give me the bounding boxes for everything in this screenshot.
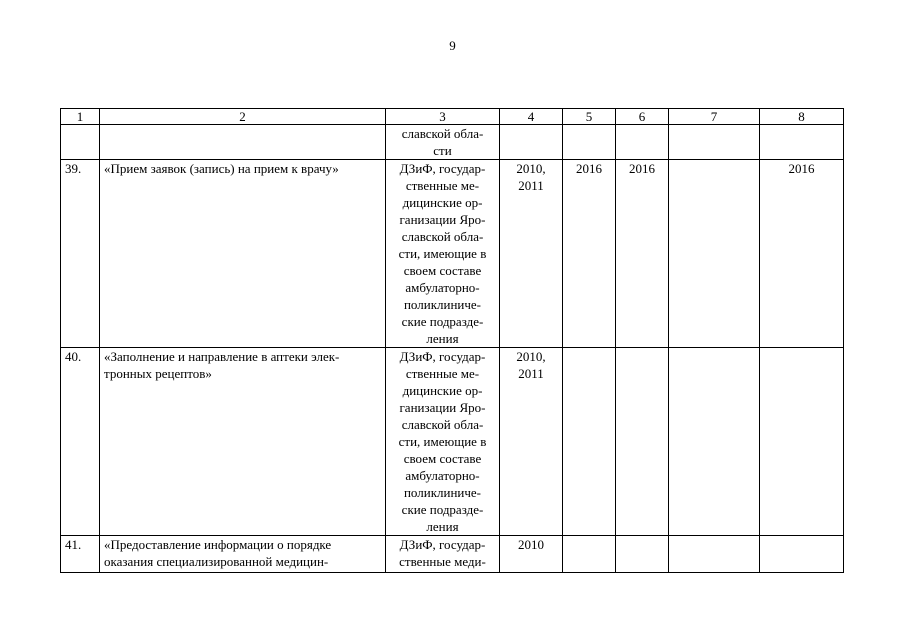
table-row	[61, 160, 844, 348]
years-cell-line: 2011	[518, 366, 544, 381]
column-7-cell	[669, 536, 760, 573]
responsible-org-cell-line: ганизации Яро-	[399, 212, 486, 227]
responsible-org-cell	[386, 536, 500, 573]
row-number-cell: 40.	[61, 348, 100, 536]
service-name-cell-line: оказания специализированной медицин-	[104, 554, 329, 569]
responsible-org-cell	[386, 348, 500, 536]
column-6-cell: 2016	[616, 160, 669, 348]
responsible-org-cell-line: ские подразде-	[401, 314, 484, 329]
responsible-org-cell-line: своем составе	[403, 263, 482, 278]
responsible-org-cell-line: славской обла-	[401, 229, 484, 244]
column-8-cell	[760, 125, 844, 160]
column-6-cell	[616, 536, 669, 573]
header-cell-1: 1	[61, 109, 100, 125]
column-5-cell	[563, 348, 616, 536]
responsible-org-cell-line: ДЗиФ, государ-	[399, 349, 486, 364]
table-row	[61, 125, 844, 160]
responsible-org-cell-line: дицинские ор-	[402, 383, 483, 398]
column-8-cell	[760, 348, 844, 536]
responsible-org-cell-line: ДЗиФ, государ-	[399, 161, 486, 176]
responsible-org-cell-line: своем составе	[403, 451, 482, 466]
years-cell-line: 2010,	[516, 161, 546, 176]
years-cell	[500, 125, 563, 160]
responsible-org-cell-line: поликлиниче-	[403, 297, 482, 312]
row-number-cell: 39.	[61, 160, 100, 348]
responsible-org-cell-line: ственные меди-	[399, 554, 486, 569]
header-cell-6: 6	[616, 109, 669, 125]
header-cell-7: 7	[669, 109, 760, 125]
column-5-cell	[563, 125, 616, 160]
years-cell-line: 2011	[518, 178, 544, 193]
column-8-cell	[760, 536, 844, 573]
service-name-cell-line: тронных рецептов»	[104, 366, 212, 381]
service-name-cell-line: «Заполнение и направление в аптеки элек-	[104, 349, 340, 364]
service-name-cell	[100, 348, 386, 536]
years-cell	[500, 348, 563, 536]
responsible-org-cell-line: славской обла-	[401, 417, 484, 432]
service-name-cell	[100, 536, 386, 573]
column-5-cell	[563, 536, 616, 573]
responsible-org-cell-line: славской обла-	[401, 126, 484, 141]
column-7-cell	[669, 125, 760, 160]
column-5-cell: 2016	[563, 160, 616, 348]
responsible-org-cell-line: ганизации Яро-	[399, 400, 486, 415]
column-6-cell	[616, 125, 669, 160]
header-row	[61, 109, 844, 125]
responsible-org-cell-line: амбулаторно-	[405, 280, 480, 295]
responsible-org-cell-line: ственные ме-	[405, 178, 480, 193]
responsible-org-cell	[386, 125, 500, 160]
service-name-cell	[100, 125, 386, 160]
years-cell-line: 2010	[518, 537, 544, 552]
program-table	[60, 108, 844, 573]
column-6-cell	[616, 348, 669, 536]
header-cell-5: 5	[563, 109, 616, 125]
responsible-org-cell-line: сти	[433, 143, 452, 158]
header-cell-2: 2	[100, 109, 386, 125]
responsible-org-cell-line: поликлиниче-	[403, 485, 482, 500]
row-number-cell: 41.	[61, 536, 100, 573]
years-cell	[500, 536, 563, 573]
header-cell-8: 8	[760, 109, 844, 125]
years-cell-line: 2010,	[516, 349, 546, 364]
responsible-org-cell-line: ДЗиФ, государ-	[399, 537, 486, 552]
column-8-cell: 2016	[760, 160, 844, 348]
responsible-org-cell-line: сти, имеющие в	[398, 434, 487, 449]
responsible-org-cell-line: ские подразде-	[401, 502, 484, 517]
responsible-org-cell-line: ления	[426, 331, 459, 346]
header-cell-3: 3	[386, 109, 500, 125]
header-cell-4: 4	[500, 109, 563, 125]
table-row	[61, 348, 844, 536]
responsible-org-cell-line: сти, имеющие в	[398, 246, 487, 261]
responsible-org-cell-line: ственные ме-	[405, 366, 480, 381]
column-7-cell	[669, 348, 760, 536]
years-cell	[500, 160, 563, 348]
service-name-cell	[100, 160, 386, 348]
responsible-org-cell-line: дицинские ор-	[402, 195, 483, 210]
service-name-cell-line: «Прием заявок (запись) на прием к врачу»	[104, 161, 339, 176]
responsible-org-cell-line: амбулаторно-	[405, 468, 480, 483]
service-name-cell-line: «Предоставление информации о порядке	[104, 537, 332, 552]
responsible-org-cell-line: ления	[426, 519, 459, 534]
table-row	[61, 536, 844, 573]
row-number-cell	[61, 125, 100, 160]
column-7-cell	[669, 160, 760, 348]
page-number: 9	[449, 38, 456, 53]
table-body	[61, 125, 844, 573]
responsible-org-cell	[386, 160, 500, 348]
